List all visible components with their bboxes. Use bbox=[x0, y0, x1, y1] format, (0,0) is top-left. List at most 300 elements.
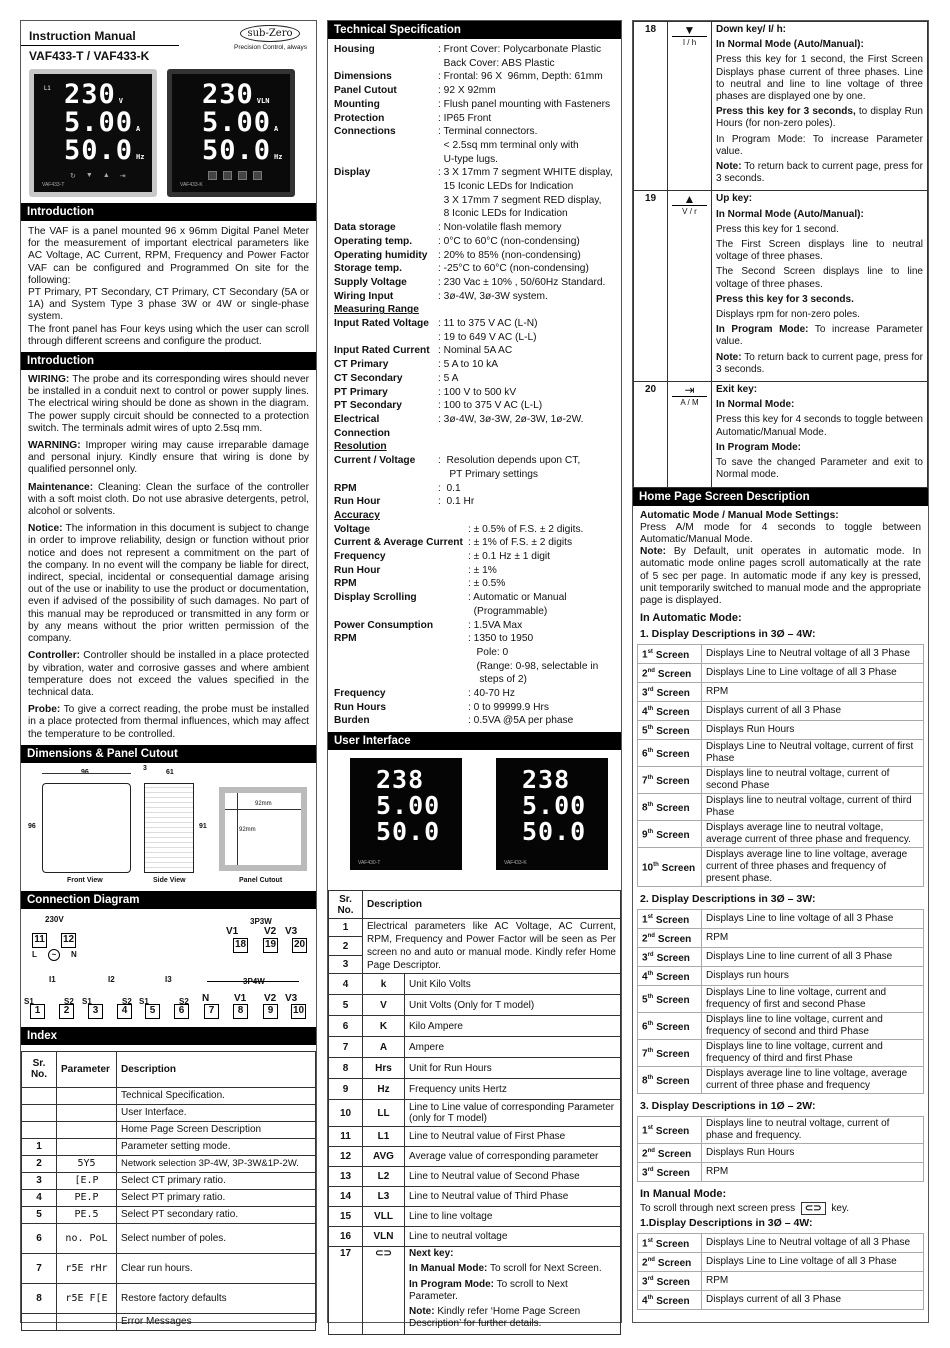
spec-key bbox=[334, 139, 438, 153]
next-key-icon: ↻ bbox=[70, 173, 76, 180]
meter-image-t bbox=[29, 69, 157, 197]
spec-row bbox=[334, 619, 615, 633]
table-row: 8th Screen Displays average line to line voltage, average current of three phase and frequency bbox=[638, 1067, 924, 1094]
column-middle bbox=[327, 20, 622, 1330]
spec-value: : 0.5VA @5A per phase bbox=[468, 715, 574, 727]
spec-row bbox=[334, 84, 615, 98]
dim-front-width: 96 bbox=[81, 768, 89, 776]
spec-row bbox=[334, 413, 615, 440]
maintenance-note: Maintenance: Cleaning: Clean the surface of the controller with a soft moist cloth. Do not use abrasive detergents, petrol, alcohol or solvents. bbox=[28, 481, 309, 518]
table-row: 8 Hrs Unit for Run Hours bbox=[329, 1058, 621, 1079]
spec-row bbox=[334, 180, 615, 194]
table-row: 2 bbox=[329, 937, 621, 955]
spec-key: Data storage bbox=[334, 222, 396, 234]
terminal-12: 12 bbox=[61, 933, 76, 948]
table-row: 4 k Unit Kilo Volts bbox=[329, 974, 621, 995]
spec-value: : 3ø-4W, 3ø-3W, 2ø-3W, 1ø-2W. bbox=[438, 413, 584, 425]
spec-row bbox=[334, 591, 615, 605]
table-row: 6 K Kilo Ampere bbox=[329, 1016, 621, 1037]
down-key-icon: ▼ I / h bbox=[668, 22, 712, 191]
s2-label: S2 bbox=[179, 996, 189, 1006]
table-row-up-key: 19 ▲ V / r Up key: In Normal Mode (Auto/Manual): Press this key for 1 second. The First Screen displays line to neutral voltage of three phases. The Second Screen displays line to line voltage of three phases. Press this key for 3 seconds. Displays rpm for non-zero poles. In Program Mode: To increase Parameter value. Note: To return back to current page, press for 3 seconds. bbox=[634, 191, 928, 382]
spec-row bbox=[334, 235, 615, 249]
spec-key: Current / Voltage bbox=[334, 455, 416, 467]
phase-label: L1 bbox=[44, 86, 51, 92]
v2-label: V2 bbox=[264, 925, 277, 937]
spec-row bbox=[334, 399, 615, 413]
spec-row bbox=[334, 673, 615, 687]
section-heading-tech-spec: Technical Specification bbox=[328, 21, 621, 39]
spec-key: Supply Voltage bbox=[334, 276, 407, 288]
terminal-3: 3 bbox=[88, 1004, 103, 1019]
section-heading-introduction-2: Introduction bbox=[21, 352, 316, 370]
v1-label: V1 bbox=[226, 925, 239, 937]
spec-key bbox=[334, 660, 468, 674]
col-header: Description bbox=[117, 1051, 316, 1087]
key-title: Down key/ I/ h: bbox=[716, 24, 787, 35]
wire-line bbox=[207, 981, 299, 982]
spec-row bbox=[334, 660, 615, 674]
logo-tagline: Precision Control, always bbox=[234, 44, 307, 51]
spec-key: Panel Cutout bbox=[334, 85, 397, 97]
table-row: 5th Screen Displays Line to line voltage, current and frequency of first and second Phase bbox=[638, 986, 924, 1013]
spec-value: : 11 to 375 V AC (L-N) bbox=[438, 318, 538, 330]
screen-table bbox=[637, 644, 924, 887]
spec-row bbox=[334, 249, 615, 263]
n-label: N bbox=[202, 992, 210, 1004]
col-header: Sr. No. bbox=[22, 1051, 57, 1087]
table-row: 7 A Ampere bbox=[329, 1037, 621, 1058]
section-heading-user-interface: User Interface bbox=[328, 732, 621, 750]
home-intro bbox=[633, 506, 928, 608]
intro-paragraph: The VAF is a panel mounted 96 x 96mm Digital Panel Meter for the measurement of important electrical parameters like AC Voltage, AC Current, RPM, Frequency and Power Factor VAF can be configured and Programmed On site for the following: bbox=[28, 226, 309, 286]
key-note: Note: Kindly refer ‘Home Page Screen Description’ for further details. bbox=[409, 1305, 581, 1330]
dim-line bbox=[237, 793, 238, 865]
spec-key: Burden bbox=[334, 715, 370, 727]
table-row: 2nd Screen Displays Run Hours bbox=[638, 1144, 924, 1163]
key-title: Next key: bbox=[409, 1248, 454, 1260]
up-key-icon: ▲ V / r bbox=[668, 191, 712, 382]
spec-value: : 5 A bbox=[438, 372, 459, 384]
terminal-19: 19 bbox=[263, 938, 278, 953]
column-right bbox=[632, 20, 929, 1323]
spec-row bbox=[334, 632, 615, 646]
spec-value: : 0 to 99999.9 Hrs bbox=[468, 701, 549, 713]
spec-row bbox=[334, 495, 615, 509]
spec-value: : ± 0.5% of F.S. ± 2 digits. bbox=[468, 523, 584, 535]
table-row: 5 V Unit Volts (Only for T model) bbox=[329, 995, 621, 1016]
section-heading-introduction: Introduction bbox=[21, 203, 316, 221]
spec-row bbox=[334, 605, 615, 619]
meter-model-label: VAF433-K bbox=[180, 182, 203, 188]
table-row: 3 bbox=[329, 955, 621, 973]
manual-header bbox=[21, 21, 316, 203]
spec-row bbox=[334, 564, 615, 578]
spec-value: : 100 V to 500 kV bbox=[438, 386, 517, 398]
meter-keys bbox=[70, 172, 126, 180]
spec-value: : Flush panel mounting with Fasteners bbox=[438, 98, 611, 110]
dim-depth: 61 bbox=[166, 768, 174, 776]
section-heading-home-page: Home Page Screen Description bbox=[633, 488, 928, 506]
spec-value: : 230 Vac ± 10% , 50/60Hz Standard. bbox=[438, 276, 606, 288]
wiring-note: WIRING: The probe and its corresponding wires should never be installed in a conduit next to control or power supply lines. The electrical wiring should be done as shown in the diagram. The power supply circuit should be connected to a protection switch. The terminals admit wires of upto 2.5sq mm. bbox=[28, 374, 309, 434]
spec-key bbox=[334, 153, 438, 167]
table-row: 6 no. PoL Select number of poles. bbox=[22, 1223, 316, 1253]
meter-row: 5.00 A bbox=[202, 107, 279, 138]
table-row: 2nd Screen Displays Line to Line voltage of all 3 Phase bbox=[638, 1253, 924, 1272]
v2-label: V2 bbox=[264, 992, 277, 1004]
spec-value: : ± 1% of F.S. ± 2 digits bbox=[468, 537, 573, 549]
spec-key: Connections bbox=[334, 126, 396, 138]
terminal-20: 20 bbox=[292, 938, 307, 953]
title-divider bbox=[21, 45, 179, 46]
table-row: 1st Screen Displays Line to Neutral voltage of all 3 Phase bbox=[638, 1234, 924, 1253]
spec-value: : -25°C to 60°C (non-condensing) bbox=[438, 263, 589, 275]
table-row: 1st Screen Displays Line to line voltage of all 3 Phase bbox=[638, 910, 924, 929]
spec-row bbox=[334, 344, 615, 358]
index-table bbox=[21, 1051, 316, 1331]
symbol-vll: VLL bbox=[363, 1207, 405, 1227]
table-row: Home Page Screen Description bbox=[22, 1121, 316, 1138]
supply-voltage-label: 230V bbox=[45, 914, 64, 924]
manual-title: Instruction Manual bbox=[29, 29, 136, 43]
user-interface-diagram bbox=[328, 750, 621, 890]
spec-row bbox=[334, 482, 615, 496]
spec-key: Frequency bbox=[334, 688, 386, 700]
key-desc: In Manual Mode: To scroll for Next Screen. bbox=[409, 1263, 602, 1275]
panel-cutout-outline bbox=[219, 787, 307, 871]
table-row-exit-key: 20 ⇥ A / M Exit key: In Normal Mode: Press this key for 4 seconds to toggle between Automatic/Manual Mode. In Program Mode: To save the changed Parameter and exit to Normal mode. bbox=[634, 382, 928, 487]
display-diagram-k bbox=[496, 758, 608, 870]
spec-value: Back Cover: ABS Plastic bbox=[438, 57, 555, 69]
spec-value: : IP65 Front bbox=[438, 112, 492, 124]
table-row: 1st Screen Displays Line to Neutral voltage of all 3 Phase bbox=[638, 645, 924, 664]
table-row: 4 PE.P Select PT primary ratio. bbox=[22, 1189, 316, 1206]
spec-value: : 3 X 17mm 7 segment WHITE display, bbox=[438, 167, 613, 179]
table-row: Error Messages bbox=[22, 1313, 316, 1330]
section-subtitle: 2. Display Descriptions in 3Ø – 3W: bbox=[640, 893, 816, 906]
v3-label: V3 bbox=[285, 925, 298, 937]
spec-value: : Resolution depends upon CT, bbox=[438, 455, 581, 467]
connection-diagram bbox=[21, 909, 316, 1027]
table-row: 2nd Screen Displays Line to Line voltage of all 3 Phase bbox=[638, 664, 924, 683]
meter-row: 230 VLN bbox=[202, 79, 270, 110]
spec-value: 3 X 17mm 7 segment RED display, bbox=[438, 194, 602, 206]
table-row: 3rd Screen RPM bbox=[638, 1163, 924, 1182]
table-row: 7th Screen Displays line to neutral voltage, current of second Phase bbox=[638, 767, 924, 794]
safety-notes bbox=[21, 370, 316, 745]
spec-row bbox=[334, 112, 615, 126]
s1-label: S1 bbox=[82, 996, 92, 1006]
spec-row bbox=[334, 714, 615, 728]
intro-paragraph: PT Primary, PT Secondary, CT Primary, CT Secondary (5A or 1A) and System Type 3 phase 3W or 4W or single-phase system. bbox=[28, 287, 309, 323]
next-key-icon: ⊂⊃ bbox=[363, 1247, 405, 1335]
home-note: Note: By Default, unit operates in automatic mode. In automatic mode online pages scroll automatically at the rate of 5 sec per page. In automatic mode if any key is pressed, unit temporarily switched to manual mode and the appropriate page is displayed. bbox=[640, 546, 921, 606]
dim-side-height: 91 bbox=[199, 822, 207, 830]
table-row: 4th Screen Displays run hours bbox=[638, 967, 924, 986]
spec-key: Display bbox=[334, 167, 371, 179]
spec-key: Mounting bbox=[334, 98, 380, 110]
exit-key-icon: ⇥ bbox=[119, 173, 126, 180]
s1-label: S1 bbox=[139, 996, 149, 1006]
spec-value: U-type lugs. bbox=[438, 153, 499, 165]
table-row: 8th Screen Displays line to neutral voltage, current of third Phase bbox=[638, 794, 924, 821]
settings-title: Automatic Mode / Manual Mode Settings: bbox=[640, 509, 839, 521]
down-key-icon: ▼ bbox=[85, 172, 93, 179]
meter-image-k bbox=[167, 69, 295, 197]
table-row: 2 5Y5 Network selection 3P-4W, 3P-3W&1P-2W. bbox=[22, 1155, 316, 1172]
spec-value: : 0°C to 60°C (non-condensing) bbox=[438, 235, 580, 247]
section-subtitle: 1.Display Descriptions in 3Ø – 4W: bbox=[640, 1217, 813, 1230]
manual-mode-text: To scroll through next screen press ⊂⊃ key. bbox=[640, 1203, 850, 1215]
spec-row bbox=[334, 139, 615, 153]
model-title: VAF433-T / VAF433-K bbox=[29, 49, 150, 63]
spec-value: : 0.1 Hr bbox=[438, 496, 475, 508]
symbol-kilo-ampere: K bbox=[363, 1016, 405, 1037]
manual-mode-title: In Manual Mode: bbox=[640, 1188, 727, 1201]
spec-row bbox=[334, 523, 615, 537]
spec-key: Electrical Connection bbox=[334, 413, 391, 439]
spec-row bbox=[334, 57, 615, 71]
probe-note: Probe: To give a correct reading, the probe must be installed in a place protected from thermal influences, which may affect the temperature to be controlled. bbox=[28, 704, 309, 740]
spec-value: : 92 X 92mm bbox=[438, 85, 496, 97]
screen-table bbox=[637, 1233, 924, 1310]
spec-key: Current & Average Current bbox=[334, 537, 463, 549]
spec-key bbox=[334, 57, 438, 71]
symbol-l1: L1 bbox=[363, 1127, 405, 1147]
spec-row bbox=[334, 536, 615, 550]
symbol-k: k bbox=[363, 974, 405, 995]
ct-i3-label: I3 bbox=[165, 974, 172, 984]
table-row: 8 r5E F[E Restore factory defaults bbox=[22, 1283, 316, 1313]
spec-row bbox=[334, 276, 615, 290]
dim-line bbox=[42, 773, 131, 774]
spec-value: 15 Iconic LEDs for Indication bbox=[438, 181, 574, 193]
symbol-ll: LL bbox=[363, 1100, 405, 1127]
spec-key: PT Secondary bbox=[334, 400, 402, 412]
spec-key: Frequency bbox=[334, 551, 386, 563]
spec-value: (Range: 0-98, selectable in bbox=[468, 660, 599, 672]
table-row: 6th Screen Displays Line to Neutral voltage, current of first Phase bbox=[638, 740, 924, 767]
terminal-10: 10 bbox=[291, 1004, 306, 1019]
meter-row: 5.00 A bbox=[64, 107, 141, 138]
table-row: User Interface. bbox=[22, 1104, 316, 1121]
screen-table bbox=[637, 1116, 924, 1182]
spec-key bbox=[334, 180, 438, 194]
spec-row bbox=[334, 687, 615, 701]
terminal-9: 9 bbox=[263, 1004, 278, 1019]
brand-logo bbox=[234, 25, 306, 51]
spec-row bbox=[334, 577, 615, 591]
spec-subheading: Resolution bbox=[334, 441, 387, 453]
meter-row: 50.0 Hz bbox=[64, 135, 145, 166]
notice-note: Notice: The information in this document is subject to change in order to improve reliability, design or function without prior notice and does not represent a commitment on the part of the company. In no event will the company be liable for direct, indirect, special, incidental or consequential damage arising out of the use or inability to use the product or documentation, even if advised of the possibility of such damages. No part of this manual may be reproduced or transmitted in any form or by any means without the prior written permission of the company. bbox=[28, 523, 309, 645]
caption-front-view: Front View bbox=[67, 876, 103, 884]
spec-value: : ± 0.1 Hz ± 1 digit bbox=[468, 551, 550, 563]
spec-key: CT Primary bbox=[334, 359, 389, 371]
table-row: 1 Parameter setting mode. bbox=[22, 1138, 316, 1155]
3p3w-label: 3P3W bbox=[250, 916, 272, 926]
spec-row bbox=[334, 550, 615, 564]
spec-value: : 100 to 375 V AC (L-L) bbox=[438, 400, 543, 412]
settings-text: Press A/M mode for 4 seconds to toggle between Automatic/Manual Mode. bbox=[640, 521, 921, 545]
front-view-outline bbox=[42, 783, 131, 873]
meter-model-label: VAF433-T bbox=[42, 182, 65, 188]
exit-key-icon: ⇥ A / M bbox=[668, 382, 712, 487]
display-model-label: VAF430-T bbox=[358, 860, 381, 867]
table-row: 9th Screen Displays average line to neutral voltage, average current of three phase and frequency. bbox=[638, 821, 924, 848]
logo-text: sub-Zero bbox=[240, 25, 299, 42]
display-row: 50.0 bbox=[376, 817, 441, 847]
side-view-outline bbox=[144, 783, 194, 873]
display-row: 5.00 bbox=[376, 791, 441, 821]
spec-value: 8 Iconic LEDs for Indication bbox=[438, 208, 568, 220]
meter-row: 50.0 Hz bbox=[202, 135, 283, 166]
spec-value: : Front Cover: Polycarbonate Plastic bbox=[438, 44, 602, 55]
display-diagram-t bbox=[350, 758, 462, 870]
spec-key: PT Primary bbox=[334, 386, 388, 398]
neutral-label: N bbox=[71, 949, 77, 959]
spec-row bbox=[334, 386, 615, 400]
table-row: 3 [E.P Select CT primary ratio. bbox=[22, 1172, 316, 1189]
ac-source-icon: ~ bbox=[48, 949, 60, 961]
spec-value: (Programmable) bbox=[468, 605, 548, 617]
symbol-avg: AVG bbox=[363, 1147, 405, 1167]
dim-front-height: 96 bbox=[28, 822, 36, 830]
spec-value: : Non-volatile flash memory bbox=[438, 222, 562, 234]
meter-row: 230 V bbox=[64, 79, 123, 110]
terminal-2: 2 bbox=[59, 1004, 74, 1019]
spec-value: : Automatic or Manual bbox=[468, 592, 567, 604]
spec-row bbox=[334, 166, 615, 180]
spec-key: Dimensions bbox=[334, 71, 392, 83]
spec-key: Display Scrolling bbox=[334, 592, 417, 604]
table-row: 1st Screen Displays line to neutral voltage, current of phase and frequency. bbox=[638, 1117, 924, 1144]
spec-key: Run Hour bbox=[334, 496, 381, 508]
spec-key: Run Hour bbox=[334, 564, 381, 576]
terminal-8: 8 bbox=[233, 1004, 248, 1019]
spec-value: : 0.1 bbox=[438, 482, 461, 494]
spec-row bbox=[334, 70, 615, 84]
spec-value: PT Primary settings bbox=[438, 468, 539, 480]
spec-value: : 3ø-4W, 3ø-3W system. bbox=[438, 290, 548, 302]
table-row: 15 VLL Line to line voltage bbox=[329, 1207, 621, 1227]
symbol-vln: VLN bbox=[363, 1227, 405, 1247]
spec-key bbox=[334, 646, 468, 660]
intro-text bbox=[21, 221, 316, 352]
spec-row bbox=[334, 701, 615, 715]
terminal-11: 11 bbox=[32, 933, 47, 948]
cutout-height: 92mm bbox=[239, 826, 256, 833]
spec-row bbox=[334, 331, 615, 345]
spec-row bbox=[334, 221, 615, 235]
ct-i1-label: I1 bbox=[49, 974, 56, 984]
dim-bezel: 3 bbox=[143, 764, 147, 772]
spec-key: Run Hours bbox=[334, 701, 387, 713]
spec-row bbox=[334, 290, 615, 304]
spec-key: RPM bbox=[334, 578, 357, 590]
section-heading-connection: Connection Diagram bbox=[21, 891, 316, 909]
auto-mode-title: In Automatic Mode: bbox=[640, 612, 742, 625]
table-row: 3rd Screen RPM bbox=[638, 683, 924, 702]
table-row: 11 L1 Line to Neutral value of First Phase bbox=[329, 1127, 621, 1147]
screen-table bbox=[637, 909, 924, 1094]
spec-value: : 19 to 649 V AC (L-L) bbox=[438, 331, 537, 343]
s2-label: S2 bbox=[64, 996, 74, 1006]
spec-row bbox=[334, 317, 615, 331]
spec-value: : 20% to 85% (non-condensing) bbox=[438, 249, 581, 261]
spec-key bbox=[334, 605, 468, 619]
spec-value: : 1350 to 1950 bbox=[468, 633, 534, 645]
table-row: 2nd Screen RPM bbox=[638, 929, 924, 948]
key-title: Exit key: bbox=[716, 384, 758, 396]
symbol-a: A bbox=[363, 1037, 405, 1058]
spec-key bbox=[334, 468, 438, 482]
spec-key: Protection bbox=[334, 112, 385, 124]
spec-row bbox=[334, 125, 615, 139]
spec-row bbox=[334, 194, 615, 208]
table-row: Technical Specification. bbox=[22, 1087, 316, 1104]
next-key-icon: ⊂⊃ bbox=[801, 1202, 826, 1215]
table-row: 3rd Screen RPM bbox=[638, 1272, 924, 1291]
spec-key: Voltage bbox=[334, 523, 371, 535]
spec-key: RPM bbox=[334, 482, 357, 494]
spec-key: Operating humidity bbox=[334, 249, 428, 261]
up-key-icon bbox=[238, 171, 247, 180]
table-row: 13 L2 Line to Neutral value of Second Phase bbox=[329, 1167, 621, 1187]
spec-key: Housing bbox=[334, 44, 375, 55]
table-row: 6th Screen Displays line to line voltage, current and frequency of second and third Phase bbox=[638, 1013, 924, 1040]
manual-mode-section bbox=[633, 1215, 928, 1310]
display-row: 238 bbox=[376, 765, 425, 795]
spec-value: : Nominal 5A AC bbox=[438, 345, 513, 357]
spec-row bbox=[334, 98, 615, 112]
auto-mode-sections bbox=[633, 626, 928, 1182]
spec-key: Input Rated Current bbox=[334, 345, 430, 357]
column-left bbox=[20, 20, 317, 1328]
3p4w-label: 3P4W bbox=[243, 976, 265, 986]
spec-key bbox=[334, 194, 438, 208]
intro-paragraph: The front panel has Four keys using which the user can scroll through different screens and configure the product. bbox=[28, 323, 309, 347]
table-row: 10 LL Line to Line value of corresponding Parameter (only for T model) bbox=[329, 1100, 621, 1127]
next-key-icon bbox=[208, 171, 217, 180]
display-row: 5.00 bbox=[522, 791, 587, 821]
cutout-width: 92mm bbox=[255, 800, 272, 807]
spec-value: : 1.5VA Max bbox=[468, 619, 523, 631]
v1-label: V1 bbox=[234, 992, 247, 1004]
terminal-18: 18 bbox=[233, 938, 248, 953]
table-row: 10th Screen Displays average line to line voltage, average current of three phases and frequency of present phase. bbox=[638, 848, 924, 887]
table-row: 16 VLN Line to neutral voltage bbox=[329, 1227, 621, 1247]
symbol-l2: L2 bbox=[363, 1167, 405, 1187]
spec-key: Input Rated Voltage bbox=[334, 318, 429, 330]
display-row: 238 bbox=[522, 765, 571, 795]
table-row: 14 L3 Line to Neutral value of Third Phase bbox=[329, 1187, 621, 1207]
line-label: L bbox=[32, 949, 37, 959]
keys-table bbox=[633, 21, 928, 488]
terminal-4: 4 bbox=[117, 1004, 132, 1019]
spec-key bbox=[334, 673, 468, 687]
key-title: Up key: bbox=[716, 193, 753, 205]
s1-label: S1 bbox=[24, 996, 34, 1006]
terminal-5: 5 bbox=[145, 1004, 160, 1019]
caption-panel-cutout: Panel Cutout bbox=[239, 876, 283, 884]
spec-key: Power Consumption bbox=[334, 619, 434, 631]
spec-key: CT Secondary bbox=[334, 372, 403, 384]
spec-value: < 2.5sq mm terminal only with bbox=[438, 139, 579, 151]
tech-spec-list bbox=[328, 39, 621, 728]
terminal-7: 7 bbox=[204, 1004, 219, 1019]
